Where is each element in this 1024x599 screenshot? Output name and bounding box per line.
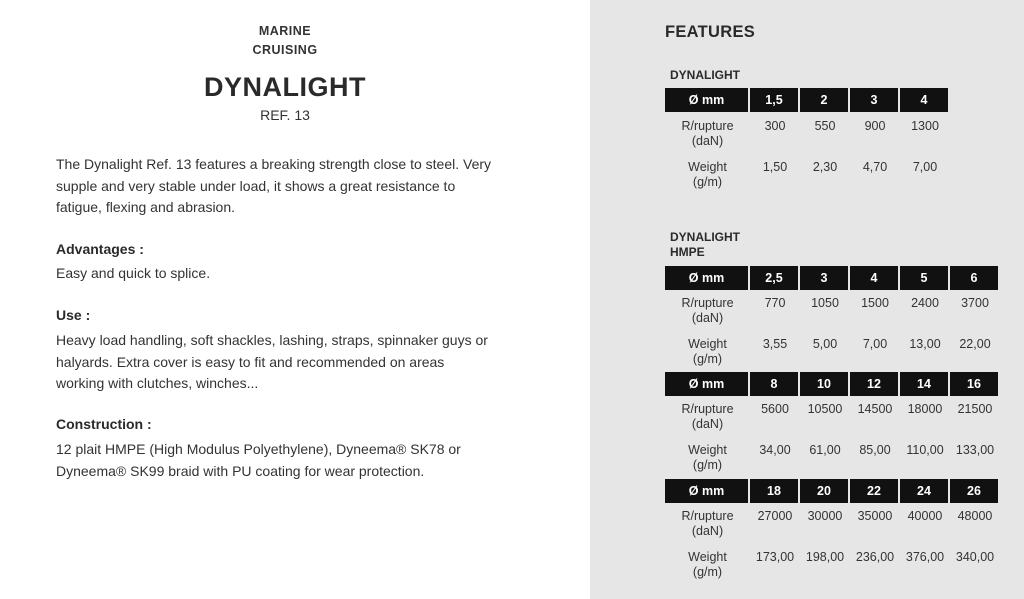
rupture-cell: 770 — [764, 296, 786, 310]
diameter-cell: 3 — [850, 88, 898, 112]
features-title: FEATURES — [665, 23, 756, 41]
diameter-cell: 24 — [900, 479, 948, 503]
rupture-cell: 1500 — [861, 296, 889, 310]
diameter-header: Ø mm — [665, 372, 748, 396]
rupture-cell: 14500 — [857, 402, 893, 416]
weight-label: Weight (g/m) — [688, 337, 727, 366]
use-line: halyards. Extra cover is easy to fit and recommended on areas — [56, 353, 445, 370]
hmpe-weight-row — [665, 337, 1000, 367]
diameter-cell: 8 — [750, 372, 798, 396]
rupture-label: R/rupture (daN) — [681, 296, 734, 325]
hmpe-table-label: DYNALIGHT HMPE — [670, 230, 740, 259]
intro-paragraph — [56, 154, 526, 219]
rupture-label: R/rupture (daN) — [681, 119, 734, 148]
diameter-cell: 3 — [800, 266, 848, 290]
dynalight-rupture-row — [665, 119, 950, 149]
weight-label: Weight (g/m) — [688, 160, 727, 189]
hmpe-weight-row — [665, 443, 1000, 473]
construction-heading: Construction : — [56, 416, 152, 432]
rupture-label: R/rupture (daN) — [681, 509, 734, 538]
weight-cell: 7,00 — [862, 337, 888, 351]
weight-cell: 340,00 — [955, 550, 995, 564]
diameter-header: Ø mm — [665, 88, 748, 112]
use-heading: Use : — [56, 307, 91, 323]
intro-line: supple and very stable under load, it shows a great resistance to — [56, 177, 456, 194]
weight-cell: 22,00 — [959, 337, 991, 351]
rupture-cell: 40000 — [907, 509, 943, 523]
diameter-cell: 22 — [850, 479, 898, 503]
use-line: Heavy load handling, soft shackles, lashing, straps, spinnaker guys or — [56, 332, 488, 348]
rupture-cell: 30000 — [807, 509, 843, 523]
dynalight-diameter-row — [665, 88, 950, 112]
diameter-cell: 10 — [800, 372, 848, 396]
rupture-cell: 21500 — [957, 402, 993, 416]
weight-cell: 133,00 — [955, 443, 995, 457]
weight-cell: 5,00 — [812, 337, 838, 351]
dynalight-weight-row — [665, 160, 950, 190]
rupture-cell: 300 — [764, 119, 786, 133]
hmpe-diameter-row — [665, 372, 1000, 396]
advantages-heading: Advantages : — [56, 241, 144, 257]
weight-cell: 13,00 — [909, 337, 941, 351]
diameter-cell: 2,5 — [750, 266, 798, 290]
weight-cell: 2,30 — [812, 160, 838, 174]
diameter-cell: 4 — [900, 88, 948, 112]
rupture-cell: 3700 — [961, 296, 989, 310]
features-panel — [590, 0, 1024, 599]
diameter-cell: 16 — [950, 372, 998, 396]
rupture-cell: 2400 — [911, 296, 939, 310]
weight-cell: 236,00 — [855, 550, 895, 564]
hmpe-rupture-row — [665, 296, 1000, 326]
diameter-cell: 20 — [800, 479, 848, 503]
weight-cell: 1,50 — [762, 160, 788, 174]
diameter-header: Ø mm — [665, 266, 748, 290]
use-line: working with clutches, winches... — [56, 375, 259, 391]
dynalight-table-label: DYNALIGHT — [670, 68, 740, 82]
product-title: DYNALIGHT — [204, 72, 366, 102]
rupture-cell: 35000 — [857, 509, 893, 523]
rupture-cell: 900 — [864, 119, 886, 133]
diameter-cell: 2 — [800, 88, 848, 112]
hmpe-weight-row — [665, 550, 1000, 580]
diameter-cell: 5 — [900, 266, 948, 290]
hmpe-rupture-row — [665, 402, 1000, 432]
weight-cell: 110,00 — [906, 443, 944, 457]
diameter-header: Ø mm — [665, 479, 748, 503]
weight-cell: 3,55 — [762, 337, 788, 351]
rupture-cell: 5600 — [761, 402, 789, 416]
weight-label: Weight (g/m) — [688, 550, 727, 579]
diameter-cell: 26 — [950, 479, 998, 503]
construction-paragraph — [56, 439, 526, 482]
weight-cell: 198,00 — [805, 550, 845, 564]
rupture-cell: 10500 — [807, 402, 843, 416]
intro-line: fatigue, flexing and abrasion. — [56, 199, 236, 215]
hmpe-diameter-row — [665, 266, 1000, 290]
rupture-cell: 48000 — [957, 509, 993, 523]
weight-cell: 7,00 — [912, 160, 938, 174]
weight-cell: 376,00 — [905, 550, 945, 564]
diameter-cell: 1,5 — [750, 88, 798, 112]
weight-cell: 61,00 — [809, 443, 841, 457]
rupture-cell: 1300 — [911, 119, 939, 133]
diameter-cell: 18 — [750, 479, 798, 503]
diameter-cell: 6 — [950, 266, 998, 290]
construction-line: 12 plait HMPE (High Modulus Polyethylene), Dyneema® SK78 or — [56, 441, 461, 457]
category-label: MARINE — [258, 24, 312, 38]
hmpe-diameter-row — [665, 479, 1000, 503]
construction-line: Dyneema® SK99 braid with PU coating for wear protection. — [56, 462, 425, 479]
weight-cell: 4,70 — [862, 160, 888, 174]
subcategory-label: CRUISING — [252, 43, 318, 57]
rupture-cell: 1050 — [811, 296, 839, 310]
diameter-cell: 14 — [900, 372, 948, 396]
product-reference: REF. 13 — [260, 107, 310, 123]
weight-cell: 34,00 — [759, 443, 791, 457]
weight-cell: 173,00 — [755, 550, 795, 564]
rupture-cell: 550 — [814, 119, 836, 133]
advantages-text: Easy and quick to splice. — [56, 265, 211, 281]
weight-label: Weight (g/m) — [688, 443, 727, 472]
rupture-cell: 18000 — [907, 402, 943, 416]
weight-cell: 85,00 — [859, 443, 891, 457]
intro-line: The Dynalight Ref. 13 features a breaking strength close to steel. Very — [56, 156, 492, 172]
rupture-label: R/rupture (daN) — [681, 402, 734, 431]
diameter-cell: 12 — [850, 372, 898, 396]
hmpe-rupture-row — [665, 509, 1000, 539]
use-paragraph — [56, 330, 526, 395]
diameter-cell: 4 — [850, 266, 898, 290]
rupture-cell: 27000 — [757, 509, 793, 523]
